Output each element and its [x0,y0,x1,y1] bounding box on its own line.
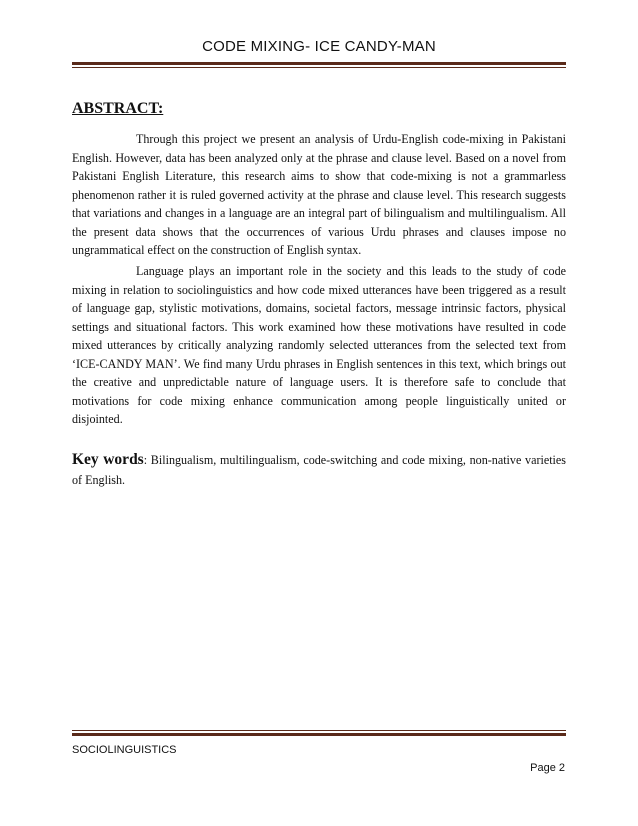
page-header-title: CODE MIXING- ICE CANDY-MAN [202,38,436,55]
abstract-paragraph-2: Language plays an important role in the society and this leads to the study of code mixing in relation to sociolinguistics and how code mixed utterances have been triggered as a result of language gap, stylistic motivations, domains, societal factors, message intrinsic factors, physical settings and situational factors. This work examined how these motivations have resulted in code mixed utterances by critically analyzing randomly selected utterances from the selected text from ‘ICE-CANDY MAN’. We find many Urdu phrases in English sentences in this text, which brings out the creative and unpredictable nature of language users. It is therefore safe to conclude that motivations for code mixing enhance communication among people linguistically united or disjointed. [72,264,566,426]
footer-rule-thin [72,730,566,731]
keywords-paragraph [72,450,566,490]
abstract-paragraph-1: Through this project we present an analysis of Urdu-English code-mixing in Pakistani English. However, data has been analyzed only at the phrase and clause level. Based on a novel from Pakistani English Literature, this research aims to show that code-mixing is not a grammarless phenomenon rather it is ruled governed activity at the phrase and clause level. This research suggests that variations and changes in a language are an integral part of bilingualism and multilingualism. All the present data shows that the occurrences of various Urdu phrases and clauses impose no ungrammatical effect on the construction of English syntax. [72,132,566,257]
keywords-text: Bilingualism, multilingualism, code-switching and code mixing, non-native varieties of English. [72,453,566,487]
footer-rule-thick [72,733,566,736]
abstract-heading: ABSTRACT: [72,100,164,117]
keywords-separator: : [143,453,148,467]
footer-page-number: Page 2 [530,762,565,774]
header-rule-thin [72,67,566,68]
footer-course-label: SOCIOLINGUISTICS [72,744,177,756]
header-rule-thick [72,62,566,65]
keywords-label: Key words [72,451,144,468]
